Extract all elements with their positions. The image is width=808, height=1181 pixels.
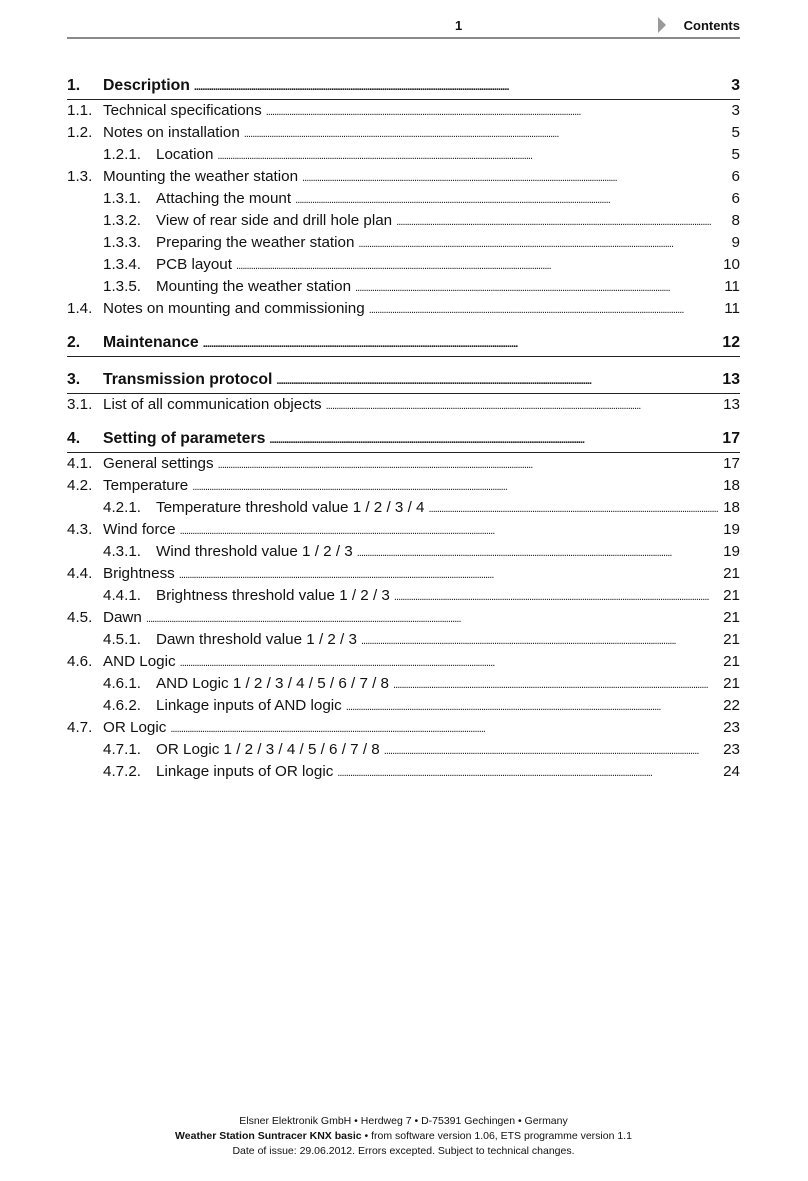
toc-entry-title: Linkage inputs of OR logic — [156, 763, 334, 780]
toc-entry-title: Attaching the mount — [156, 190, 292, 207]
toc-entry-number: 1.3.2. — [103, 212, 141, 229]
toc-dot-leader — [218, 453, 718, 476]
toc-entry-page: 9 — [731, 234, 740, 251]
toc-entry-title: Temperature threshold value 1 / 2 / 3 / 4 — [156, 499, 425, 516]
toc-entry-title: Setting of parameters — [103, 430, 266, 447]
toc-entry-title: OR Logic — [103, 719, 167, 736]
toc-entry-number: 3.1. — [67, 396, 93, 413]
toc-entry-number: 1.3.5. — [103, 278, 141, 295]
toc-entry-title: AND Logic 1 / 2 / 3 / 4 / 5 / 6 / 7 / 8 — [156, 675, 389, 692]
toc-entry[interactable] — [67, 651, 740, 673]
toc-entry[interactable] — [67, 563, 740, 585]
toc-dot-leader — [393, 673, 718, 696]
toc-entry[interactable] — [67, 739, 740, 761]
toc-entry-number: 1.3.4. — [103, 256, 141, 273]
toc-entry[interactable] — [67, 453, 740, 475]
toc-entry-page: 12 — [722, 334, 740, 351]
toc-entry-page: 3 — [731, 102, 740, 119]
toc-entry-title: Temperature — [103, 477, 189, 494]
toc-entry[interactable] — [67, 629, 740, 651]
toc-entry-page: 6 — [731, 168, 740, 185]
toc-entry-title: Brightness — [103, 565, 175, 582]
page-header — [67, 14, 740, 38]
toc-entry-number: 1. — [67, 77, 81, 94]
toc-entry[interactable] — [67, 475, 740, 497]
toc-entry-number: 1.3.1. — [103, 190, 141, 207]
toc-entry-page: 8 — [731, 212, 740, 229]
toc-entry-title: Description — [103, 77, 190, 94]
toc-dot-leader — [337, 761, 718, 784]
toc-entry[interactable] — [67, 585, 740, 607]
toc-entry-page: 17 — [723, 455, 740, 472]
toc-entry-number: 4. — [67, 430, 81, 447]
toc-dot-leader — [180, 519, 718, 542]
toc-dot-leader — [170, 717, 718, 740]
toc-entry[interactable] — [67, 673, 740, 695]
toc-entry-page: 11 — [724, 300, 740, 317]
toc-entry-number: 4.6. — [67, 653, 93, 670]
toc-entry-title: AND Logic — [103, 653, 176, 670]
toc-entry-number: 4.3. — [67, 521, 93, 538]
toc-entry-page: 11 — [724, 278, 740, 295]
toc-entry-page: 21 — [723, 587, 740, 604]
toc-entry[interactable] — [67, 188, 740, 210]
toc-dot-leader — [194, 72, 718, 101]
toc-entry-number: 1.3.3. — [103, 234, 141, 251]
toc-entry-page: 21 — [723, 675, 740, 692]
toc-dot-leader — [192, 475, 718, 498]
toc-entry-number: 1.2. — [67, 124, 93, 141]
toc-entry-number: 4.6.2. — [103, 697, 141, 714]
toc-entry-page: 19 — [723, 543, 740, 560]
toc-entry-number: 3. — [67, 371, 81, 388]
footer-version: • from software version 1.06, ETS programme version 1.1 — [361, 1130, 632, 1142]
toc-dot-leader — [326, 394, 718, 417]
toc-entry-title: Location — [156, 146, 214, 163]
toc-entry-title: Wind force — [103, 521, 176, 538]
toc-entry-page: 3 — [731, 77, 740, 94]
toc-entry[interactable] — [67, 717, 740, 739]
toc-entry[interactable] — [67, 329, 740, 357]
toc-entry[interactable] — [67, 210, 740, 232]
toc-entry-title: Technical specifications — [103, 102, 262, 119]
toc-entry-title: List of all communication objects — [103, 396, 322, 413]
toc-entry-title: Wind threshold value 1 / 2 / 3 — [156, 543, 353, 560]
toc-entry-title: OR Logic 1 / 2 / 3 / 4 / 5 / 6 / 7 / 8 — [156, 741, 380, 758]
toc-entry[interactable] — [67, 541, 740, 563]
toc-entry-page: 23 — [723, 719, 740, 736]
toc-dot-leader — [236, 254, 718, 277]
toc-entry-title: Maintenance — [103, 334, 199, 351]
toc-dot-leader — [203, 329, 718, 358]
toc-entry[interactable] — [67, 276, 740, 298]
toc-entry-number: 2. — [67, 334, 81, 351]
toc-entry[interactable] — [67, 497, 740, 519]
toc-entry-page: 21 — [723, 653, 740, 670]
toc-entry[interactable] — [67, 519, 740, 541]
toc-entry-page: 21 — [723, 609, 740, 626]
footer-company: Elsner Elektronik GmbH • Herdweg 7 • D-75391 Gechingen • Germany — [239, 1115, 568, 1127]
page-number: 1 — [455, 18, 463, 33]
toc-entry[interactable] — [67, 122, 740, 144]
toc-entry-number: 1.3. — [67, 168, 93, 185]
page-footer — [67, 1114, 740, 1159]
toc-dot-leader — [244, 122, 718, 145]
toc-entry-title: Preparing the weather station — [156, 234, 355, 251]
toc-entry-number: 4.7. — [67, 719, 93, 736]
toc-entry-title: Notes on mounting and commissioning — [103, 300, 365, 317]
toc-entry-page: 5 — [731, 124, 740, 141]
toc-entry-title: View of rear side and drill hole plan — [156, 212, 393, 229]
toc-entry-page: 23 — [723, 741, 740, 758]
toc-dot-leader — [369, 298, 718, 321]
toc-entry-page: 13 — [722, 371, 740, 388]
toc-entry-number: 4.6.1. — [103, 675, 141, 692]
toc-dot-leader — [357, 541, 718, 564]
toc-entry-number: 4.4.1. — [103, 587, 141, 604]
toc-dot-leader — [302, 166, 718, 189]
toc-entry-number: 4.3.1. — [103, 543, 141, 560]
toc-entry-number: 4.7.2. — [103, 763, 141, 780]
section-title: Contents — [683, 18, 740, 33]
toc-dot-leader — [180, 651, 718, 674]
toc-entry[interactable] — [67, 425, 740, 453]
toc-entry-page: 6 — [731, 190, 740, 207]
toc-entry[interactable] — [67, 761, 740, 783]
toc-entry-number: 4.4. — [67, 565, 93, 582]
toc-dot-leader — [295, 188, 718, 211]
toc-entry-page: 24 — [723, 763, 740, 780]
toc-entry-number: 4.7.1. — [103, 741, 141, 758]
toc-entry-title: Mounting the weather station — [103, 168, 299, 185]
toc-entry[interactable] — [67, 607, 740, 629]
toc-entry[interactable] — [67, 366, 740, 394]
toc-entry[interactable] — [67, 254, 740, 276]
toc-entry-number: 4.2. — [67, 477, 93, 494]
toc-entry-number: 4.5. — [67, 609, 93, 626]
toc-entry[interactable] — [67, 695, 740, 717]
toc-dot-leader — [146, 607, 718, 630]
toc-entry-title: Linkage inputs of AND logic — [156, 697, 342, 714]
toc-dot-leader — [396, 210, 718, 233]
toc-entry-number: 4.2.1. — [103, 499, 141, 516]
toc-entry-page: 5 — [731, 146, 740, 163]
toc-entry-page: 21 — [723, 565, 740, 582]
table-of-contents — [67, 72, 740, 783]
toc-entry-page: 19 — [723, 521, 740, 538]
toc-dot-leader — [358, 232, 718, 255]
toc-entry-number: 1.4. — [67, 300, 93, 317]
toc-entry-page: 13 — [723, 396, 740, 413]
toc-dot-leader — [428, 497, 718, 520]
toc-dot-leader — [394, 585, 718, 608]
toc-entry-number: 4.1. — [67, 455, 93, 472]
toc-entry-number: 1.1. — [67, 102, 93, 119]
toc-entry-title: Mounting the weather station — [156, 278, 352, 295]
toc-dot-leader — [355, 276, 718, 299]
footer-product-name: Weather Station Suntracer KNX basic — [175, 1130, 362, 1142]
toc-entry-page: 21 — [723, 631, 740, 648]
toc-entry[interactable] — [67, 298, 740, 320]
toc-entry-title: Notes on installation — [103, 124, 240, 141]
toc-dot-leader — [346, 695, 718, 718]
toc-entry-page: 22 — [723, 697, 740, 714]
toc-dot-leader — [384, 739, 718, 762]
toc-entry-title: Dawn — [103, 609, 142, 626]
toc-entry-number: 1.2.1. — [103, 146, 141, 163]
footer-issue-date: Date of issue: 29.06.2012. Errors excepted. Subject to technical changes. — [232, 1145, 575, 1157]
toc-entry-number: 4.5.1. — [103, 631, 141, 648]
footer-product — [67, 1129, 740, 1144]
toc-dot-leader — [361, 629, 718, 652]
toc-entry[interactable] — [67, 144, 740, 166]
arrow-right-icon — [658, 17, 666, 33]
toc-entry[interactable] — [67, 232, 740, 254]
toc-entry-title: Brightness threshold value 1 / 2 / 3 — [156, 587, 390, 604]
toc-entry-title: PCB layout — [156, 256, 232, 273]
toc-dot-leader — [179, 563, 718, 586]
toc-dot-leader — [266, 100, 718, 123]
toc-entry-title: Dawn threshold value 1 / 2 / 3 — [156, 631, 357, 648]
toc-entry-title: General settings — [103, 455, 214, 472]
toc-dot-leader — [269, 425, 718, 454]
toc-entry-page: 18 — [723, 499, 740, 516]
toc-entry[interactable] — [67, 72, 740, 100]
toc-dot-leader — [217, 144, 718, 167]
toc-entry-page: 17 — [722, 430, 740, 447]
toc-entry[interactable] — [67, 394, 740, 416]
toc-entry-title: Transmission protocol — [103, 371, 273, 388]
header-divider — [67, 37, 740, 39]
toc-entry[interactable] — [67, 166, 740, 188]
toc-entry-page: 10 — [723, 256, 740, 273]
toc-entry[interactable] — [67, 100, 740, 122]
toc-dot-leader — [276, 366, 718, 395]
toc-entry-page: 18 — [723, 477, 740, 494]
